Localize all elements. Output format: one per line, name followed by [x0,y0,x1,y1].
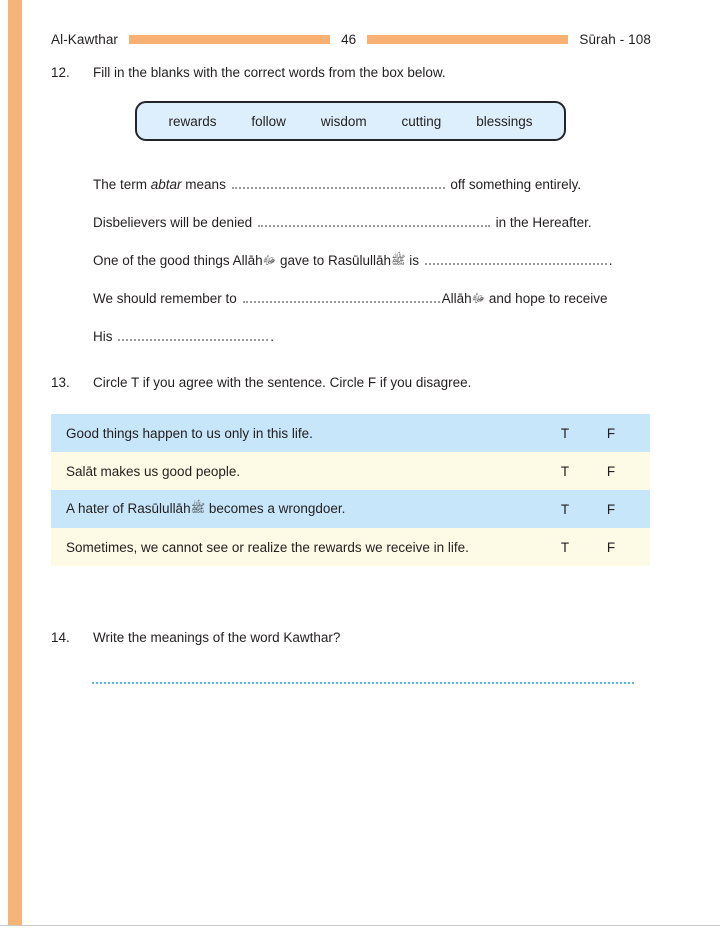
blank-1-input[interactable] [232,177,445,189]
running-header [51,29,651,49]
word-bank-item-rewards[interactable]: rewards [168,113,217,129]
word-bank-item-blessings[interactable]: blessings [476,113,533,129]
blank-4-input[interactable] [243,291,440,303]
blank-2-text-after: in the Hereafter. [491,215,592,230]
header-surah-name: Al-Kawthar [51,31,119,47]
tf-statement-3-after: becomes a wrongdoer. [205,500,346,516]
rasulullah-honorific-icon: ﷺ [391,253,406,267]
table-row [51,452,650,490]
table-row [51,490,650,528]
question-14-number: 14. [51,630,70,645]
blank-4-text-after: and hope to receive [485,291,608,306]
question-13-prompt: Circle T if you agree with the sentence. Circle F if you disagree. [93,375,472,390]
tf-statement-4: Sometimes, we cannot see or realize the rewards we receive in life. [66,539,469,555]
blank-5-text-before: His [93,329,117,344]
rasulullah-honorific-icon: ﷺ [190,500,206,515]
word-bank-item-follow[interactable]: follow [251,113,286,129]
tf-false-option-4[interactable]: F [606,539,616,555]
answer-writing-line[interactable] [92,680,634,684]
tf-statement-3 [51,501,542,518]
blank-1-text-after: off something entirely. [446,177,582,192]
word-bank-box [135,101,566,141]
tf-false-option-2[interactable]: F [606,463,616,479]
blank-sentence-1 [93,175,653,213]
tf-true-option-3[interactable]: T [560,501,570,517]
blank-3-text-middle2: is [405,253,423,268]
table-row [51,414,650,452]
header-rule-left [129,35,330,44]
blank-1-text-middle: means [181,177,230,192]
question-13 [51,373,651,392]
fill-in-blank-list [93,175,653,365]
blank-5-text-after: . [270,329,275,344]
left-spine-strip [8,0,22,925]
header-surah-number: Sūrah - 108 [579,31,651,47]
blank-1-italic-term: abtar [150,177,182,192]
tf-statement-1: Good things happen to us only in this life. [66,425,313,441]
tf-false-option-1[interactable]: F [606,425,616,441]
word-bank-item-wisdom[interactable]: wisdom [320,113,367,129]
blank-sentence-5 [93,327,653,365]
blank-5-input[interactable] [118,329,268,341]
question-13-number: 13. [51,375,70,390]
blank-sentence-4 [93,289,653,327]
page-number: 46 [341,31,357,47]
blank-4-text-middle: Allāh [441,291,472,306]
tf-false-option-3[interactable]: F [606,501,616,517]
tf-true-option-1[interactable]: T [560,425,570,441]
allah-honorific-icon: ﷻ [262,253,277,267]
blank-sentence-2 [93,213,653,251]
blank-1-text-before: The term [93,177,151,192]
true-false-table [51,414,650,566]
question-14-prompt: Write the meanings of the word Kawthar? [93,630,341,645]
page-bottom-rule [0,925,720,926]
allah-honorific-icon: ﷻ [471,291,486,305]
question-12 [51,63,651,82]
blank-3-text-after: . [608,253,613,268]
question-14 [51,628,651,647]
blank-4-text-before: We should remember to [93,291,241,306]
blank-2-input[interactable] [258,215,490,227]
header-rule-right [367,35,568,44]
blank-3-text-middle: gave to Rasūlullāh [276,253,392,268]
blank-3-input[interactable] [425,253,607,265]
tf-true-option-4[interactable]: T [560,539,570,555]
tf-statement-3-before: A hater of Rasūlullāh [66,500,191,516]
blank-3-text-before: One of the good things Allāh [93,253,263,268]
blank-sentence-3 [93,251,653,289]
question-12-prompt: Fill in the blanks with the correct words from the box below. [93,65,446,80]
tf-statement-2: Salāt makes us good people. [66,463,241,479]
question-12-number: 12. [51,65,70,80]
word-bank-item-cutting[interactable]: cutting [401,113,442,129]
table-row [51,528,650,566]
blank-2-text-before: Disbelievers will be denied [93,215,256,230]
tf-true-option-2[interactable]: T [560,463,570,479]
